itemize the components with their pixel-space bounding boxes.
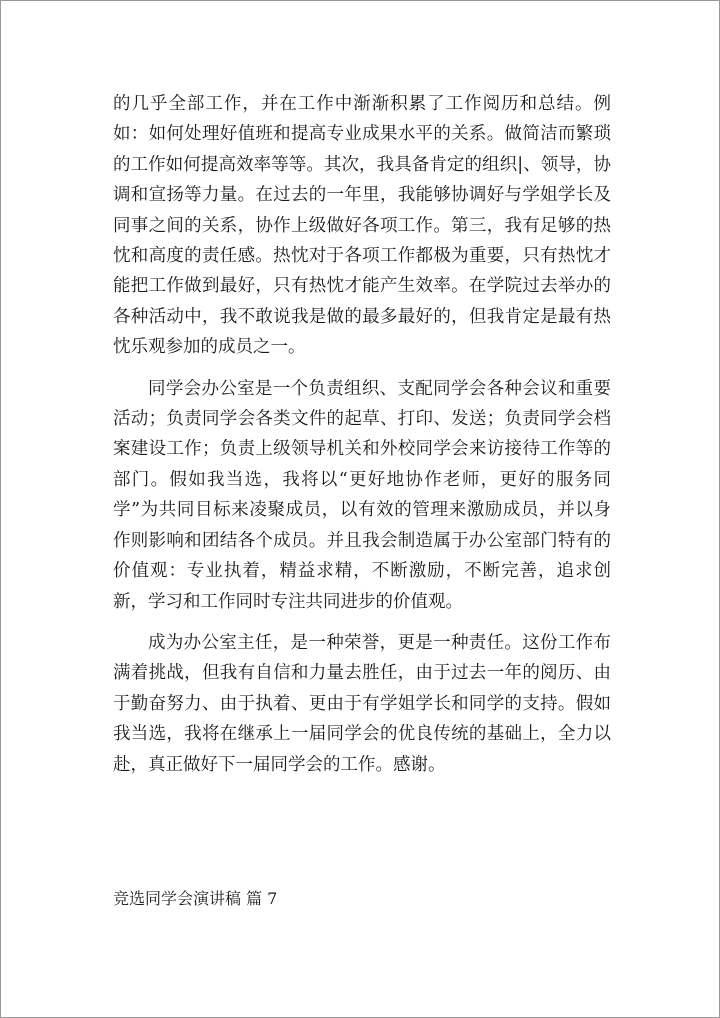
- paragraph-3: 成为办公室主任，是一种荣誉，更是一种责任。这份工作布满着挑战，但我有自信和力量去胜任，由于过去一年的阅历、由于勤奋努力、由于执着、更由于有学姐学长和同学的支持。假如我当选，我将在继承上一届同学会的优良传统的基础上，全力以赴，真正做好下一届同学会的工作。感谢。: [113, 632, 611, 775]
- section-heading: 竞选同学会演讲稿 篇 7: [113, 889, 278, 908]
- paragraph-2: 同学会办公室是一个负责组织、支配同学会各种会议和重要活动；负责同学会各类文件的起草、打印、发送；负责同学会档案建设工作；负责上级领导机关和外校同学会来访接待工作等的部门。假如我当选，我将以“更好地协作老师，更好的服务同学”为共同目标来凌聚成员，以有效的管理来激励成员，并以身作则影响和团结各个成员。并且我会制造属于办公室部门特有的价值观：专业执着，精益求精，不断激励，不断完善，追求创新，学习和工作同时专注共同进步的价值观。: [113, 378, 611, 612]
- paragraph-1: 的几乎全部工作，并在工作中渐渐积累了工作阅历和总结。例如：如何处理好值班和提高专业成果水平的关系。做简洁而繁琐的工作如何提高效率等等。其次，我具备肯定的组织|、领导，协调和宣扬等力量。在过去的一年里，我能够协调好与学姐学长及同事之间的关系，协作上级做好各项工作。第三，我有足够的热忱和高度的责任感。热忱对于各项工作都极为重要，只有热忱才能把工作做到最好，只有热忱才能产生效率。在学院过去举办的各种活动中，我不敢说我是做的最多最好的，但我肯定是最有热忱乐观参加的成员之一。: [113, 94, 611, 358]
- document-body: [113, 89, 611, 791]
